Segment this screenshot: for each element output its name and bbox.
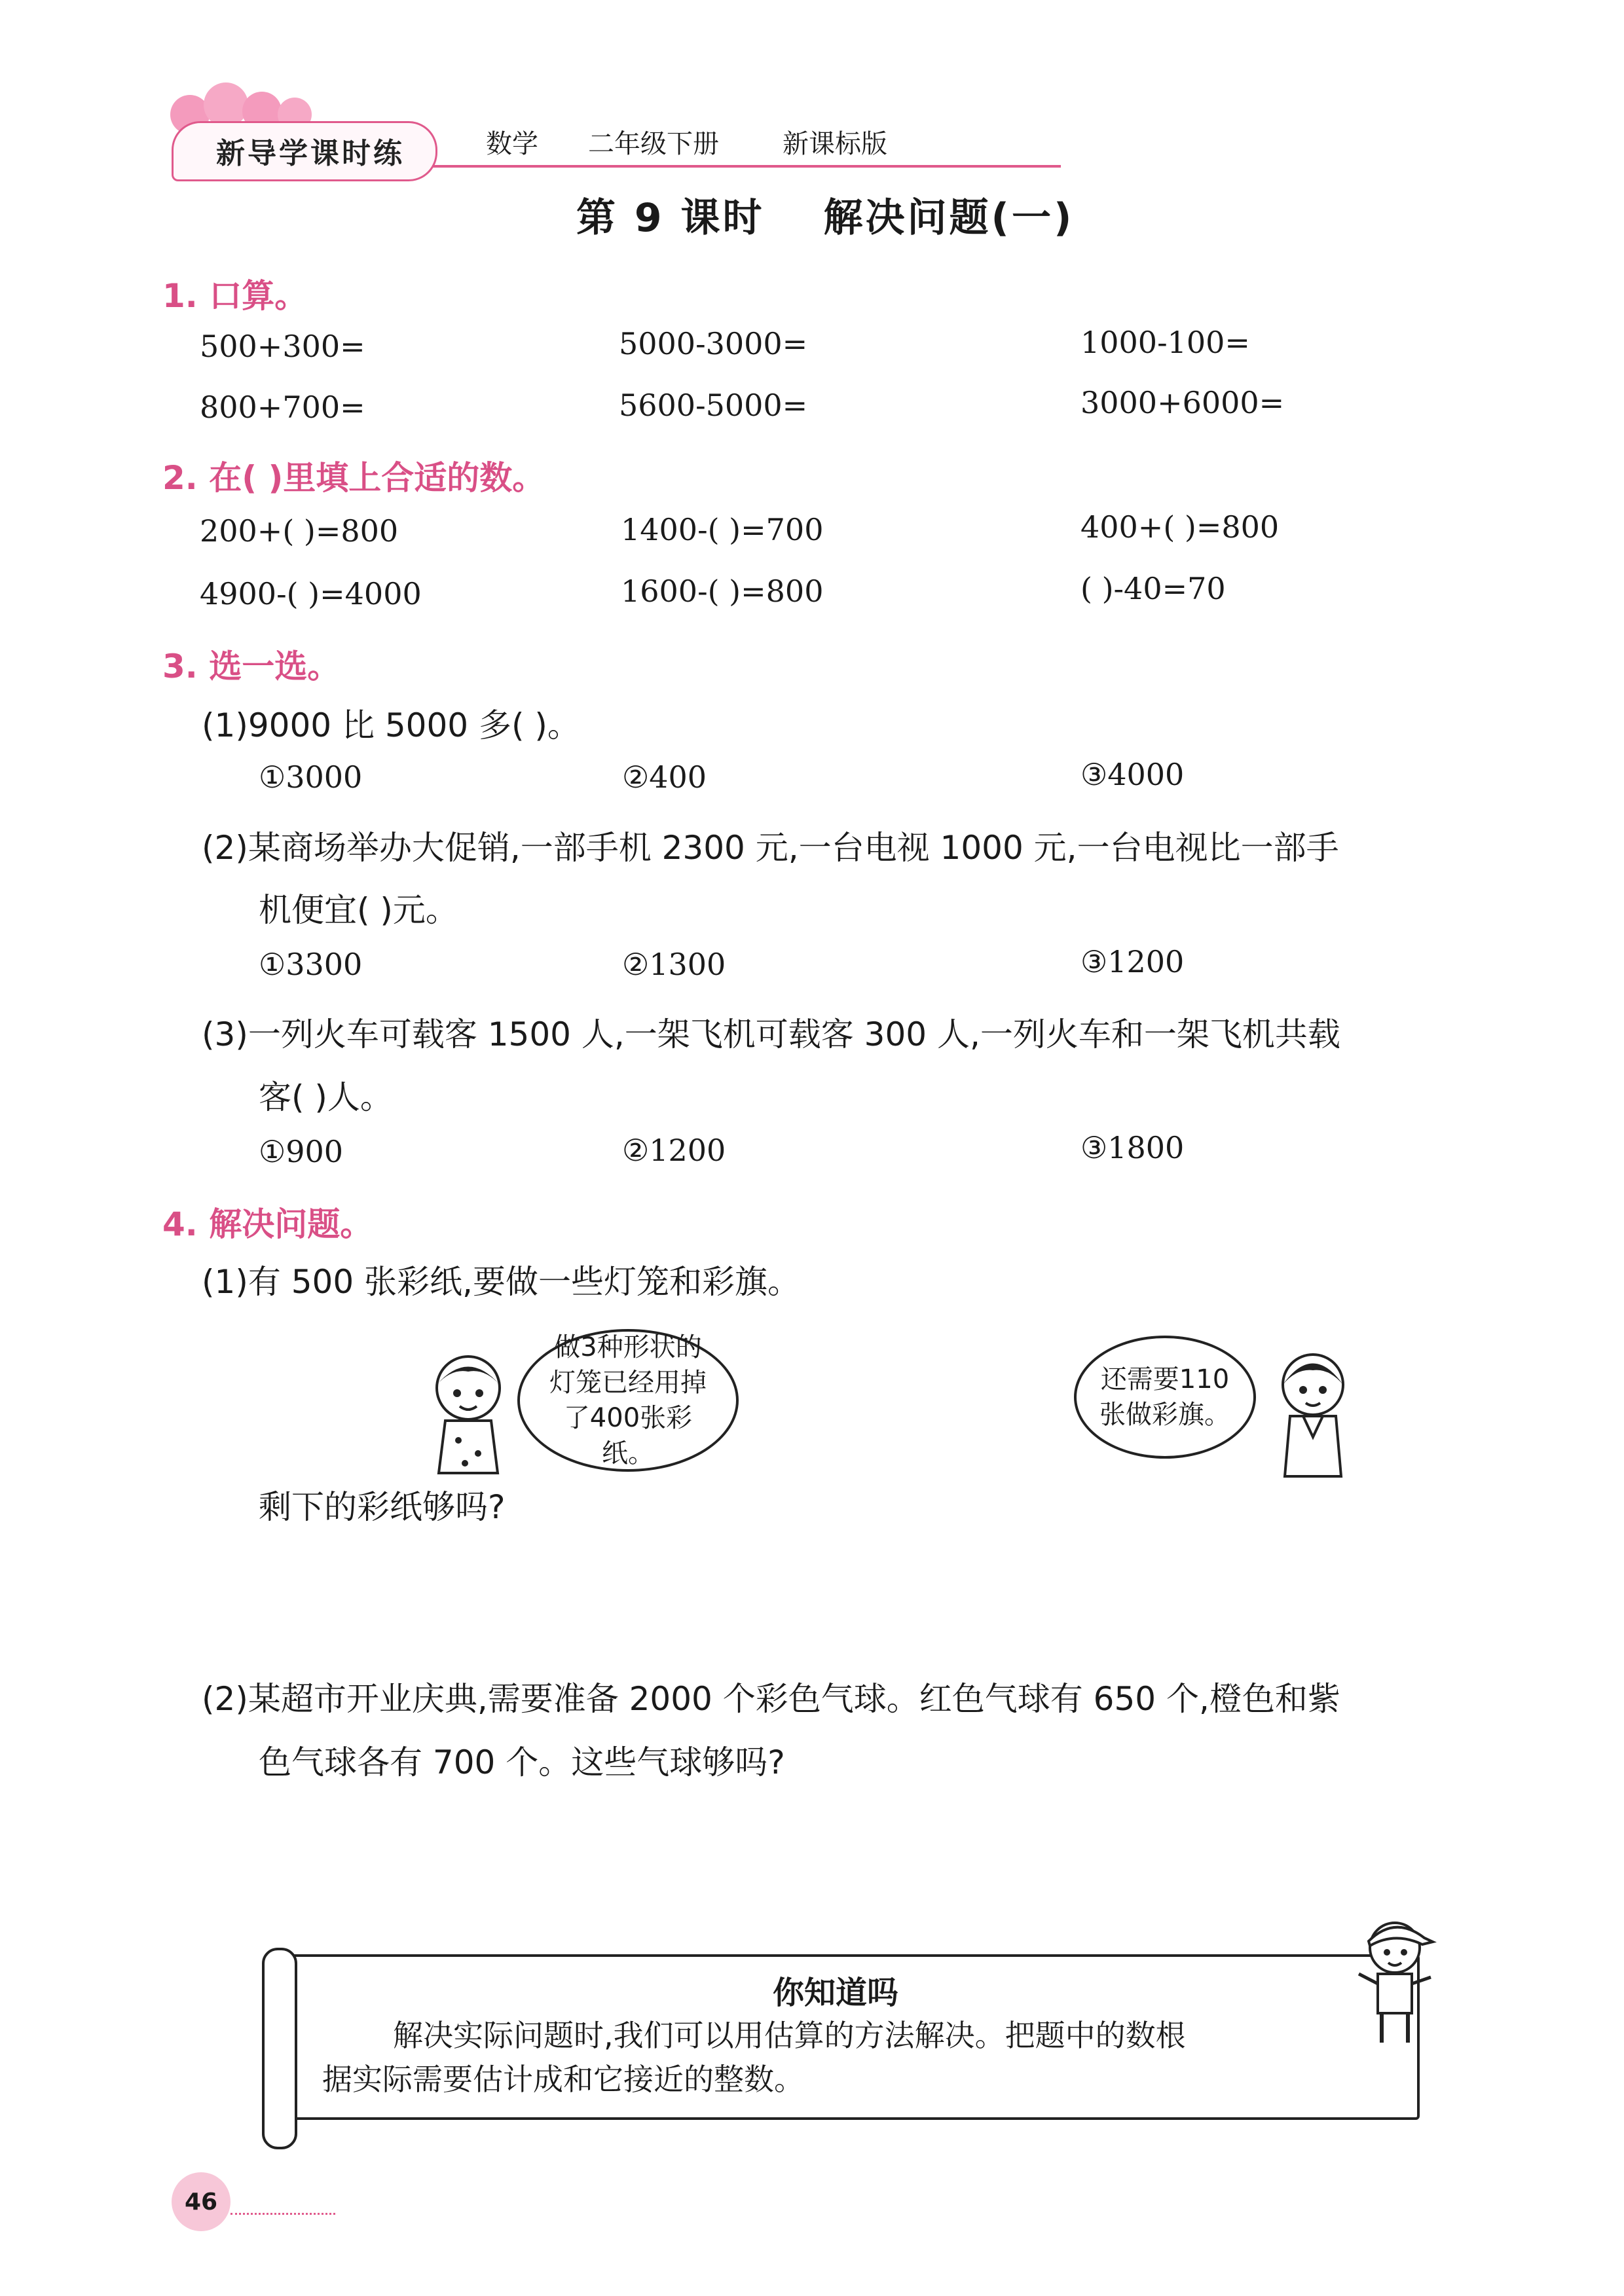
fill-blank-item: 1400-( )=700 [621, 512, 824, 547]
oral-calc-item: 5000-3000= [619, 326, 808, 361]
girl-character-icon [1264, 1345, 1362, 1483]
problem-2-line1: (2)某超市开业庆典,需要准备 2000 个彩色气球。红色气球有 650 个,橙色和紫 [202, 1680, 1340, 1718]
speech-bubble-left-text: 做3种形状的灯笼已经用掉了400张彩纸。 [549, 1332, 707, 1468]
oral-calc-item: 500+300= [200, 329, 365, 364]
problem-2-line2: 色气球各有 700 个。这些气球够吗? [259, 1743, 785, 1781]
boy-character-icon [1349, 1912, 1441, 2049]
edition-label: 新课标版 [783, 129, 887, 159]
oral-calc-item: 5600-5000= [619, 388, 808, 423]
fill-blank-item: 200+( )=800 [200, 513, 399, 549]
page-title [576, 187, 1074, 243]
choice-option: ①900 [259, 1134, 344, 1169]
speech-bubble-left [517, 1329, 739, 1472]
choice-option: ③4000 [1080, 757, 1185, 792]
choice-question-2-line2: 机便宜( )元。 [259, 891, 458, 929]
choice-option: ②1300 [622, 947, 726, 982]
oral-calc-item: 3000+6000= [1080, 385, 1285, 420]
section-4-heading: 4. 解决问题。 [162, 1205, 373, 1243]
header-rule [432, 165, 1061, 168]
speech-bubble-right [1074, 1336, 1256, 1459]
section-3-heading: 3. 选一选。 [162, 647, 341, 685]
girl-character-icon [419, 1349, 517, 1480]
choice-question-3-line1: (3)一列火车可载客 1500 人,一架飞机可载客 300 人,一列火车和一架飞机共载 [202, 1015, 1340, 1053]
oral-calc-item: 800+700= [200, 390, 365, 425]
choice-option: ②1200 [622, 1133, 726, 1168]
speech-bubble-right-text: 还需要110张做彩旗。 [1099, 1364, 1230, 1430]
section-2-heading: 2. 在( )里填上合适的数。 [162, 459, 545, 497]
fill-blank-item: ( )-40=70 [1080, 571, 1226, 606]
page-number-rule [231, 2213, 335, 2215]
problem-1-question: 剩下的彩纸够吗? [259, 1488, 506, 1526]
problem-1-text: (1)有 500 张彩纸,要做一些灯笼和彩旗。 [202, 1263, 800, 1301]
choice-option: ②400 [622, 759, 707, 795]
oral-calc-item: 1000-100= [1080, 325, 1250, 360]
choice-option: ③1200 [1080, 944, 1185, 979]
tip-text-line2: 据实际需要估计成和它接近的整数。 [322, 2062, 804, 2097]
tip-text-line1: 解决实际问题时,我们可以用估算的方法解决。把题中的数根 [393, 2018, 1186, 2053]
choice-question-1: (1)9000 比 5000 多( )。 [202, 706, 580, 744]
choice-option: ①3000 [259, 759, 363, 795]
fill-blank-item: 400+( )=800 [1080, 509, 1280, 545]
grade-label: 二年级下册 [588, 129, 719, 159]
fill-blank-item: 4900-( )=4000 [200, 576, 422, 611]
page-number: 46 [172, 2172, 231, 2231]
lesson-topic: 解决问题(一) [823, 195, 1075, 241]
choice-question-3-line2: 客( )人。 [259, 1078, 393, 1116]
choice-option: ③1800 [1080, 1130, 1185, 1165]
fill-blank-item: 1600-( )=800 [621, 574, 824, 609]
choice-option: ①3300 [259, 947, 363, 982]
subject-label: 数学 [486, 129, 538, 159]
tip-title: 你知道吗 [773, 1975, 899, 2011]
brand-name: 新导学课时练 [216, 137, 405, 170]
scroll-roll-decoration [262, 1948, 297, 2149]
choice-question-2-line1: (2)某商场举办大促销,一部手机 2300 元,一台电视 1000 元,一台电视比一部手 [202, 829, 1339, 867]
lesson-number: 第 9 课时 [576, 195, 765, 241]
section-1-heading: 1. 口算。 [162, 277, 308, 315]
